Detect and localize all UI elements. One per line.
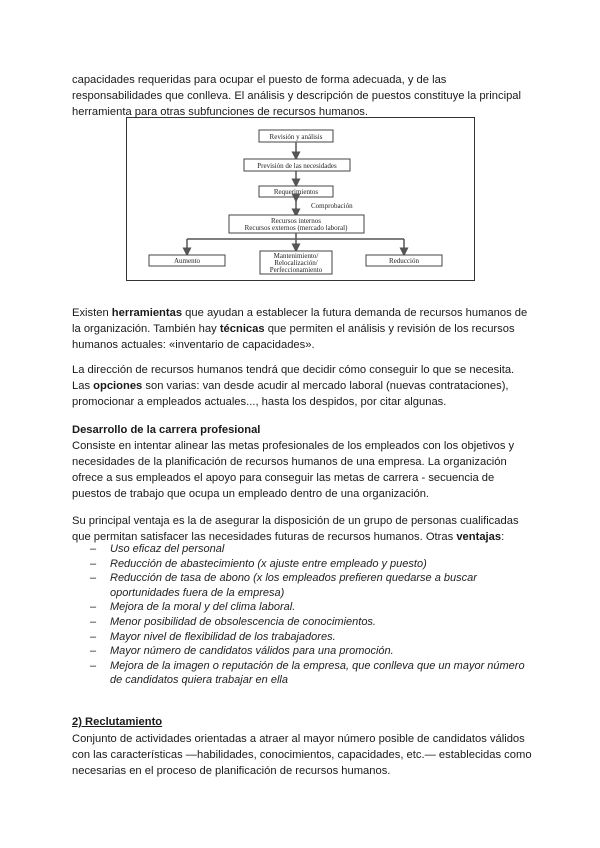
dash-bullet: – — [90, 645, 97, 658]
diagram-node-mantenimiento-line3: Perfeccionamiento — [269, 266, 323, 274]
reclutamiento-paragraph: Conjunto de actividades orientadas a atraer al mayor número posible de candidatos válidos con las características —habilidades, conocimientos, capacidades, etc.— establecidas como necesarias en el proceso de planificación de recursos humanos. — [72, 733, 532, 777]
list-item — [90, 571, 530, 600]
diagram-svg — [126, 117, 475, 281]
list-item — [90, 600, 530, 615]
diagram-node-reduccion — [366, 255, 442, 266]
dash-bullet: – — [90, 615, 97, 628]
diagram-node-mantenimiento-line1: Mantenimiento/ — [273, 252, 319, 260]
ventaja-text-2: : — [501, 531, 505, 543]
herramientas-text-1: Existen — [72, 307, 112, 319]
diagram-node-revision-label: Revisión y análisis — [269, 133, 323, 141]
opciones-paragraph — [72, 362, 532, 410]
diagram-node-prevision-label: Previsión de las necesidades — [257, 162, 337, 170]
carrera-paragraph: Consiste en intentar alinear las metas profesionales de los empleados con los objetivos y necesidades de la planificación de recursos humanos de una empresa. La organización ofrece a sus empleados el apoyo para conseguir las metas de carrera - secuencia de puestos de trabajo que ocupa un empleado dentro de una organización. — [72, 440, 515, 500]
diagram-node-revision — [259, 130, 333, 142]
diagram-node-reduccion-label: Reducción — [389, 257, 419, 265]
list-item-text: Reducción de abastecimiento (x ajuste entre empleado y puesto) — [110, 557, 427, 570]
ventajas-bold: ventajas — [456, 531, 502, 543]
list-item-text: Mejora de la imagen o reputación de la empresa, que conlleva que un mayor número de candidatos quiera trabajar en ella — [110, 659, 525, 687]
diagram-node-requerimientos — [259, 186, 333, 197]
dash-bullet: – — [90, 601, 97, 614]
list-item — [90, 542, 530, 557]
herramientas-text-3: que permiten el análisis y revisión de los recursos humanos actuales: «inventario de capacidades». — [72, 323, 515, 351]
dash-bullet: – — [90, 572, 97, 585]
carrera-heading: Desarrollo de la carrera profesional — [72, 424, 261, 436]
diagram-node-recursos-line2: Recursos externos (mercado laboral) — [244, 224, 348, 232]
ventaja-text-1: Su principal ventaja es la de asegurar la disposición de un grupo de personas cualificadas que permitan satisfacer las necesidades futuras de recursos humanos. Otras — [72, 515, 519, 543]
list-item-text: Reducción de tasa de abono (x los empleados prefieren quedarse a buscar oportunidades fuera de la empresa) — [110, 572, 477, 599]
herramientas-bold: herramientas — [111, 307, 183, 319]
list-item-text: Menor posibilidad de obsolescencia de conocimientos. — [110, 615, 376, 628]
tecnicas-bold: técnicas — [219, 323, 265, 335]
diagram-node-recursos — [229, 215, 364, 233]
list-item — [90, 644, 530, 659]
diagram-label-comprobacion-text: Comprobación — [311, 202, 353, 210]
list-item-text: Uso eficaz del personal — [110, 543, 225, 555]
dash-bullet: – — [90, 659, 97, 672]
dash-bullet: – — [90, 543, 97, 555]
diagram-node-mantenimiento — [260, 251, 332, 274]
diagram-node-prevision — [244, 159, 350, 171]
list-item — [90, 615, 530, 630]
reclutamiento-heading: 2) Reclutamiento — [72, 716, 163, 728]
diagram-node-aumento — [149, 255, 225, 266]
opciones-text-1: La dirección de recursos humanos tendrá que decidir cómo conseguir lo que se necesita. Las — [72, 364, 515, 392]
diagram-label-comprobacion — [311, 202, 353, 210]
list-item — [90, 659, 530, 688]
ventajas-list — [90, 542, 530, 688]
dash-bullet: – — [90, 557, 97, 570]
opciones-bold: opciones — [93, 380, 143, 392]
ventaja-paragraph — [72, 513, 532, 545]
opciones-text-2: son varias: van desde acudir al mercado laboral (nuevas contrataciones), promocionar a empleados actuales..., hasta los despidos, por citar algunas. — [72, 380, 509, 408]
diagram-node-requerimientos-label: Requerimientos — [273, 188, 319, 196]
hr-planning-diagram — [126, 117, 475, 281]
list-item — [90, 630, 530, 645]
herramientas-paragraph — [72, 305, 532, 353]
list-item — [90, 557, 530, 572]
list-item-text: Mayor número de candidatos válidos para una promoción. — [110, 645, 394, 658]
herramientas-text-2: que ayudan a establecer la futura demanda de recursos humanos de la organización. También hay — [72, 307, 528, 335]
intro-paragraph: capacidades requeridas para ocupar el puesto de forma adecuada, y de las responsabilidades que conlleva. El análisis y descripción de puestos constituye la principal herramienta para otras subfunciones de recursos humanos. — [72, 74, 522, 118]
diagram-node-aumento-label: Aumento — [173, 257, 201, 265]
list-item-text: Mejora de la moral y del clima laboral. — [110, 601, 296, 614]
diagram-node-mantenimiento-line2: Relocalización/ — [274, 259, 318, 267]
list-item-text: Mayor nivel de flexibilidad de los trabajadores. — [110, 630, 336, 643]
dash-bullet: – — [90, 630, 97, 643]
diagram-node-recursos-line1: Recursos internos — [271, 217, 321, 225]
